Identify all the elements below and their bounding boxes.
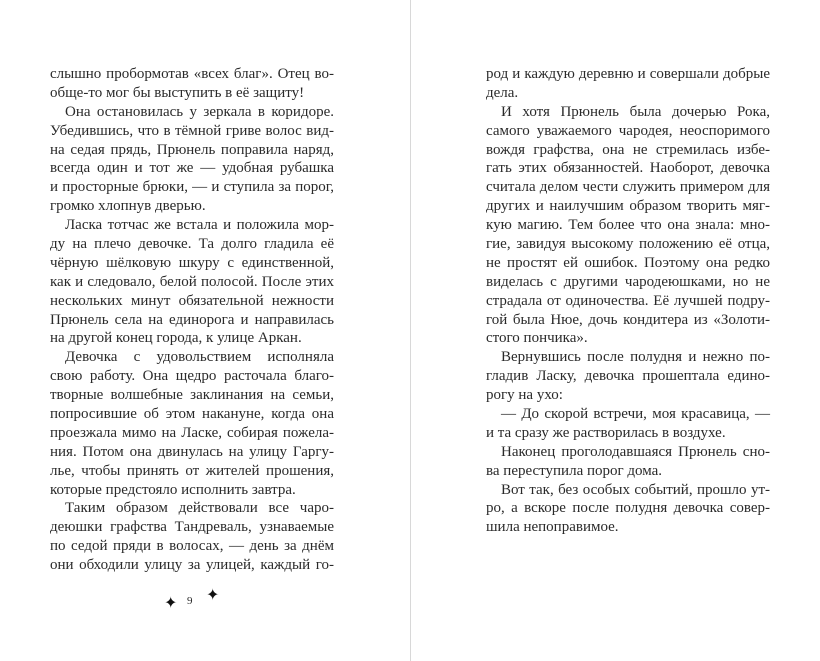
text-line: Девочка с удовольствием исполняла [65,349,334,366]
text-line: гать этих обязанностей. Наоборот, девочка [486,160,770,177]
text-line: считала делом чести служить примером для [486,179,770,196]
page-folio [150,588,236,612]
text-line: попросившие об этом накануне, когда она [50,406,334,423]
right-page-text [486,65,770,537]
text-line: ния. Потом она двинулась на улицу Гаргу- [50,443,334,460]
text-line: ва переступила порог дома. [486,462,663,479]
text-line: на другой конец города, к улице Аркан. [50,330,302,347]
text-line: по седой пряди в волосах, — день за днём [50,538,334,555]
page-number: 9 [187,595,193,607]
text-line: страдала от одиночества. Её лучшей подру- [486,292,770,309]
star-icon: ✦ [164,595,178,612]
text-line: нескольких минут обязательной нежности [50,292,334,309]
text-line: Убедившись, что в тёмной гриве волос вид- [50,122,334,139]
text-line: дела. [486,84,519,101]
text-line: гие, завидуя высокому положению её отца, [486,236,770,253]
text-line: стого пончика». [486,330,588,347]
text-line: ро, а вскоре после полудня девочка совер- [486,500,770,517]
text-line: Вернувшись после полудня и нежно по- [501,349,770,366]
text-line: гой была Нюе, дочь кондитера из «Золоти- [486,311,770,328]
text-line: И хотя Прюнель была дочерью Рока, [501,103,770,120]
text-line: как и следовало, белой полосой. После этих [50,273,334,290]
text-line: деюшки графства Тандреваль, узнаваемые [50,519,334,536]
text-line: ду на плечо девочке. Та долго гладила её [50,236,334,253]
left-page-text [50,65,334,575]
text-line: обще-то мог бы выступить в её защиту! [50,84,305,101]
text-line: рогу на ухо: [486,387,563,404]
text-line: на седая прядь, Прюнель поправила наряд, [50,141,334,158]
text-line: и просторные брюки, — и ступила за порог, [50,179,334,196]
text-line: Наконец проголодавшаяся Прюнель сно- [501,443,770,460]
text-line: Она остановилась у зеркала в коридоре. [65,103,334,120]
text-line: Таким образом действовали все чаро- [65,500,334,517]
text-line: гладив Ласку, девочка прошептала едино- [486,368,770,385]
text-line: вождя графства, она не стремилась избе- [486,141,770,158]
text-line: шила непоправимое. [486,519,619,536]
star-icon: ✦ [206,587,220,604]
text-line: род и каждую деревню и совершали добрые [486,66,770,82]
text-line: Прюнель села на единорога и направилась [50,311,334,328]
text-line: проезжала мимо на Ласке, собирая пожела- [50,424,334,441]
text-line: лье, чтобы принять от жителей прошения, [50,462,334,479]
text-line: кую магию. Тем более что она знала: мно- [486,217,770,234]
text-line: виделась с другими чародеюшками, но не [486,273,770,290]
text-line: Вот так, без особых событий, прошло ут- [501,481,770,498]
text-line: свою работу. Она щедро расточала благо- [50,368,334,385]
text-line: Ласка тотчас же встала и положила мор- [65,217,334,234]
text-line: слышно пробормотав «всех благ». Отец во- [50,66,334,82]
text-line: самого уважаемого чародея, неоспоримого [486,122,770,139]
text-line: не простят ей ошибок. Поэтому она редко [486,254,770,271]
text-line: громко хлопнув дверью. [50,198,206,215]
text-line: других и наилучшим образом творить мяг- [486,198,770,215]
text-line: — До скорой встречи, моя красавица, — [501,406,770,423]
text-line: творные волшебные заклинания на семьи, [50,387,334,404]
text-line: которые предстояло исполнить завтра. [50,481,296,498]
text-line: чёрную шёлковую шкуру с единственной, [50,254,334,271]
text-line: и та сразу же растворилась в воздухе. [486,424,726,441]
text-line: всегда один и тот же — удобная рубашка [50,160,334,177]
right-page [410,0,820,661]
text-line: они обходили улицу за улицей, каждый го- [50,557,334,574]
